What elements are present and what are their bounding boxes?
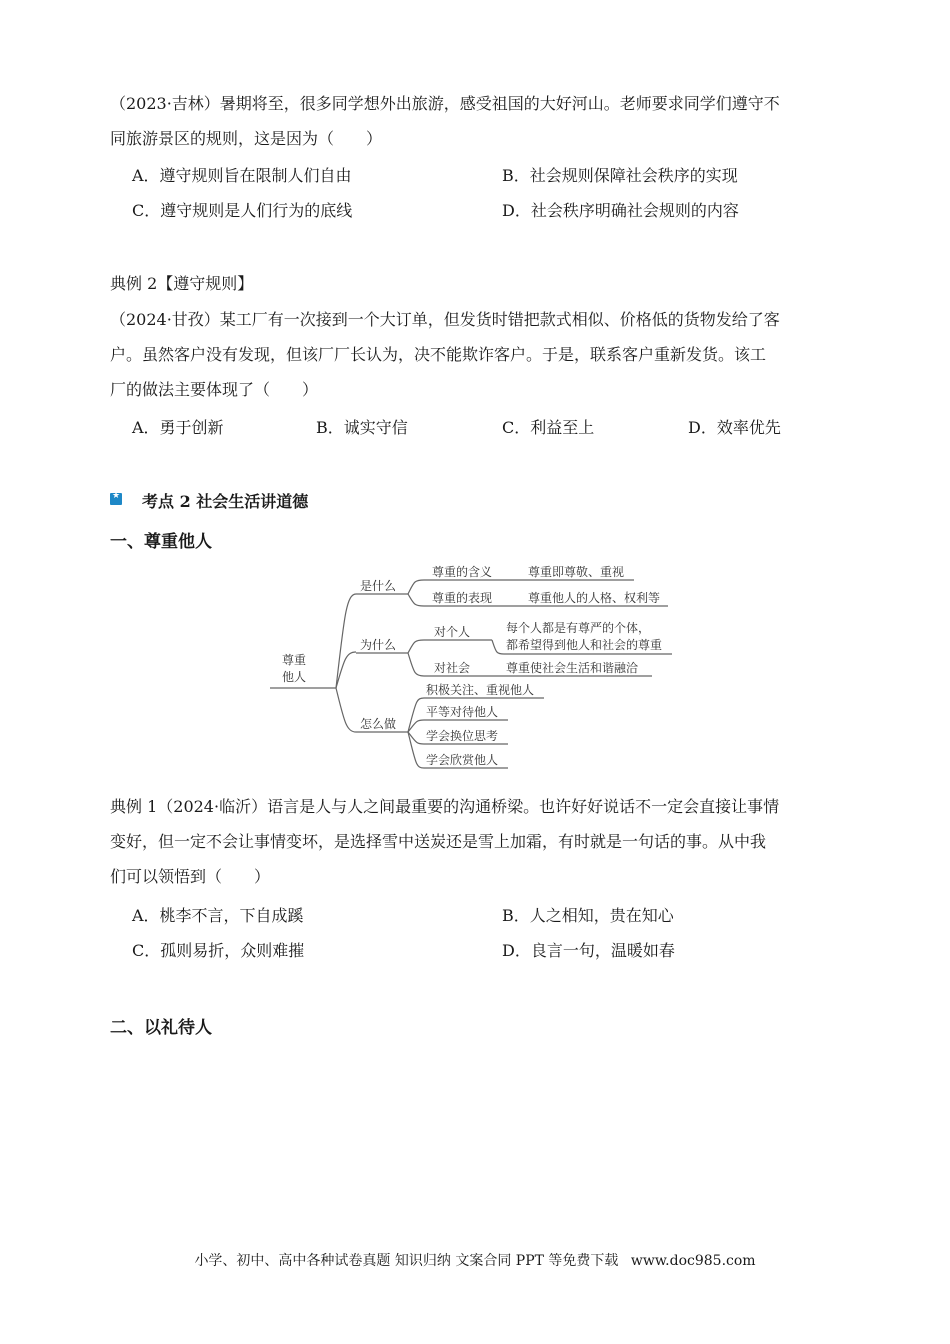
branch-why-label: 为什么 [360, 638, 397, 652]
how-item: 积极关注、重视他人 [426, 683, 535, 697]
option-a: A．桃李不言，下自成蹊 [132, 906, 304, 925]
option-d: D．效率优先 [688, 418, 781, 437]
stem-line: 变好，但一定不会让事情变坏，是选择雪中送炭还是雪上加霜，有时就是一句话的事。从中我 [110, 832, 767, 851]
stem-line: 典例 1（2024·临沂）语言是人与人之间最重要的沟通桥梁。也许好好说话不一定会直接让事情 [110, 797, 780, 816]
question-stem-linyi [110, 789, 832, 894]
stem-line: （2023·吉林）暑期将至，很多同学想外出旅游，感受祖国的大好河山。老师要求同学们遵守不 [110, 94, 780, 113]
footer-site-link[interactable]: www.doc985.com [630, 1253, 756, 1269]
stem-line: （2024·甘孜）某工厂有一次接到一个大订单，但发货时错把款式相似、价格低的货物发给了客 [110, 310, 780, 329]
connector [492, 640, 504, 654]
respect-mindmap [260, 560, 680, 775]
stem-line: 厂的做法主要体现了（ ） [110, 380, 319, 399]
what-item-value: 尊重他人的人格、权利等 [528, 591, 661, 605]
footer-text: 小学、初中、高中各种试卷真题 知识归纳 文案合同 PPT 等免费下载 [194, 1253, 619, 1269]
branch-what-label: 是什么 [360, 579, 397, 593]
option-a: A．勇于创新 [132, 418, 224, 437]
why-item-value-line: 尊重使社会生活和谐融洽 [506, 661, 639, 675]
why-item-value-line: 每个人都是有尊严的个体， [506, 621, 651, 635]
option-b: B．诚实守信 [316, 418, 408, 437]
how-item: 平等对待他人 [426, 705, 499, 719]
connector [408, 640, 424, 653]
connector-what [336, 594, 356, 688]
star-icon [110, 493, 122, 505]
section-title-respect: 一、尊重他人 [110, 532, 212, 552]
why-item-value-line: 都希望得到他人和社会的尊重 [506, 638, 663, 652]
what-item-label: 尊重的表现 [432, 591, 493, 605]
how-item: 学会换位思考 [426, 729, 499, 743]
why-item-label: 对个人 [434, 625, 471, 639]
example-2-title: 典例 2【遵守规则】 [110, 274, 254, 293]
connector-how [336, 688, 356, 732]
connector [408, 653, 424, 676]
option-b: B．人之相知，贵在知心 [502, 906, 674, 925]
option-a: A．遵守规则旨在限制人们自由 [132, 166, 352, 185]
connector [408, 594, 424, 606]
connector [408, 732, 424, 768]
stem-line: 们可以领悟到（ ） [110, 867, 271, 886]
mindmap-root-line: 尊重 [282, 653, 307, 667]
connector [408, 698, 424, 732]
branch-how-label: 怎么做 [360, 717, 397, 731]
question-stem-ganzi [110, 302, 832, 407]
kaodian-title: 考点 2 社会生活讲道德 [142, 492, 309, 511]
what-item-value: 尊重即尊敬、重视 [528, 565, 625, 579]
option-d: D．社会秩序明确社会规则的内容 [502, 201, 739, 220]
option-c: C．遵守规则是人们行为的底线 [132, 201, 353, 220]
question-stem-jilin [110, 86, 832, 156]
stem-line: 户。虽然客户没有发现，但该厂厂长认为，决不能欺诈客户。于是，联系客户重新发货。该工 [110, 345, 767, 364]
option-d: D．良言一句，温暖如春 [502, 941, 675, 960]
mindmap-root-line: 他人 [282, 670, 307, 684]
option-b: B．社会规则保障社会秩序的实现 [502, 166, 738, 185]
section-title-courtesy: 二、以礼待人 [110, 1018, 212, 1038]
page-footer [0, 1250, 950, 1270]
connector [408, 580, 424, 594]
stem-line: 同旅游景区的规则，这是因为（ ） [110, 129, 383, 148]
option-c: C．利益至上 [502, 418, 595, 437]
option-c: C．孤则易折，众则难摧 [132, 941, 305, 960]
why-item-label: 对社会 [434, 661, 471, 675]
how-item: 学会欣赏他人 [426, 753, 499, 767]
what-item-label: 尊重的含义 [432, 565, 493, 579]
